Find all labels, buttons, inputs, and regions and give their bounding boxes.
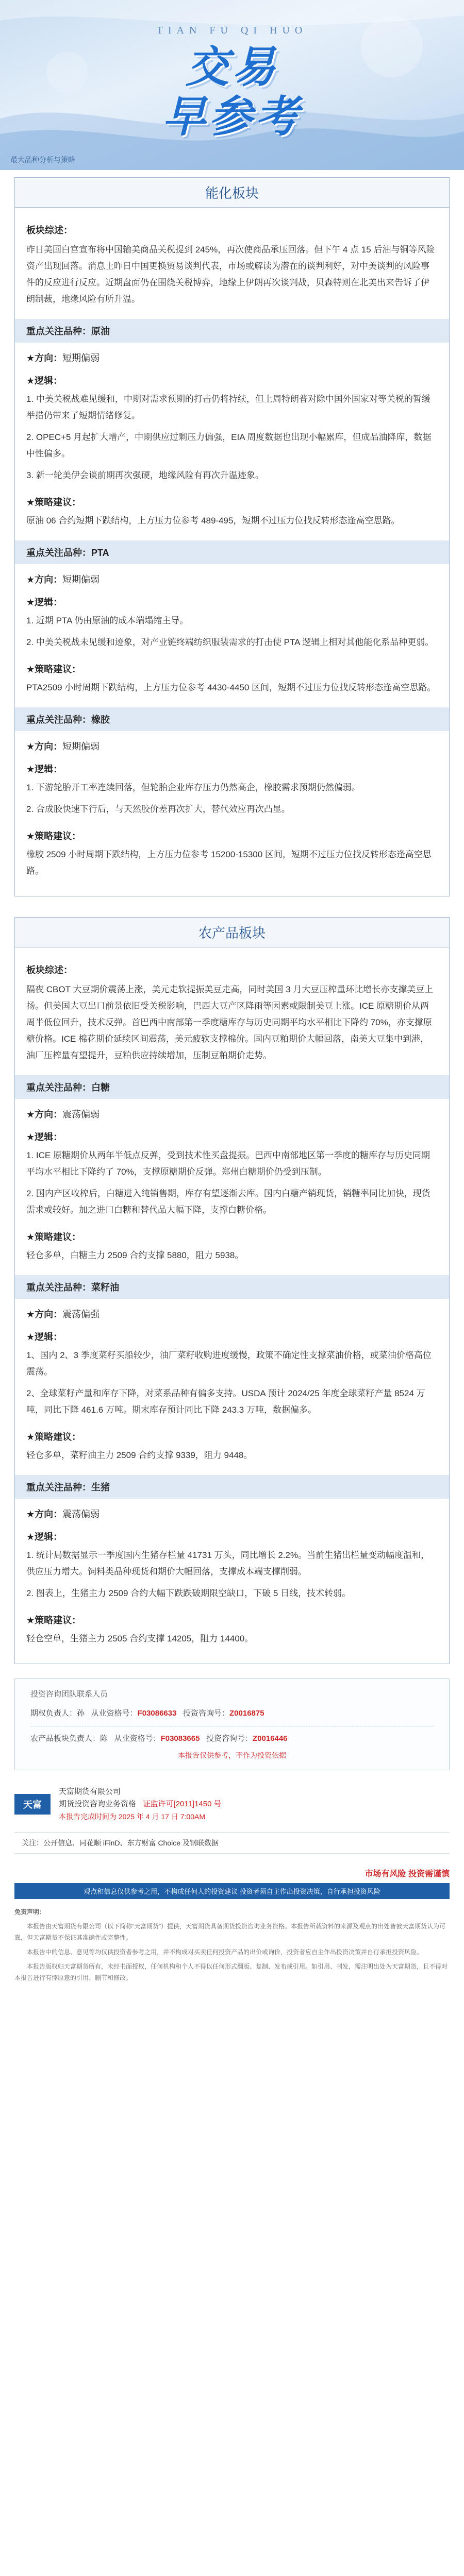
company-qualification: 期货投资咨询业务资格: [59, 1800, 137, 1808]
direction-label: ★方向：: [26, 1109, 63, 1120]
strategy-label: ★策略建议：: [26, 1615, 81, 1625]
strategy-text: PTA2509 小时周期下跌结构，上方压力位参考 4430-4450 区间，短期不过压力位找反转形态逢高空思路。: [26, 683, 436, 692]
contact-name: 陈: [100, 1734, 108, 1743]
direction-pta: [26, 572, 438, 586]
media-line: 关注：公开信息、同花顺 iFinD、东方财富 Choice 及钢联数据: [14, 1832, 450, 1854]
direction-rubber: [26, 739, 438, 753]
direction-label: ★方向：: [26, 353, 63, 363]
logic-label: ★逻辑：: [26, 1132, 63, 1142]
company-qualification-line: [59, 1798, 222, 1810]
contact-title: 投资咨询团队联系人员: [30, 1690, 108, 1699]
focus-name: 生猪: [91, 1482, 110, 1493]
focus-bar-rapeseed-oil: [15, 1275, 449, 1299]
logic-item: 2. OPEC+5 月起扩大增产，中期供应过剩压力偏强，EIA 周度数据也出现小幅累库，但成品油降库，数据中性偏多。: [26, 432, 432, 459]
direction-crude: [26, 351, 438, 364]
logic-item: 1. 中美关税战难见缓和，中期对需求预期的打击仍将持续，但上周特朗普对除中国外国家对等关税的暂缓举措仍带来了短期情绪修复。: [26, 394, 430, 420]
direction-label: ★方向：: [26, 741, 63, 752]
energy-section-title: 能化板块: [15, 178, 449, 208]
strategy-label: ★策略建议：: [26, 1432, 81, 1442]
contact-inv-number: Z0016875: [229, 1709, 264, 1718]
strategy-text: 橡胶 2509 小时周期下跌结构，上方压力位参考 15200-15300 区间，短期不过压力位找反转形态逢高空思路。: [26, 850, 432, 876]
agri-section: [14, 917, 450, 1664]
logic-label: ★逻辑：: [26, 597, 63, 607]
energy-overview-text: 昨日美国白宫宣布将中国输美商品关税提到 245%，再次使商品承压回落。但下午 4 点 15 后油与铜等风险资产出现回落。消息上昨日中国更换贸易谈判代表，市场或解读为潜在的谈判利好，对中美谈判的风险事件的反应进行反应。近期盘面仍在围绕关税博弈，地缘上伊朗再次谈判战，贝森特则在北美出来告诉了伊朗制裁，地缘风险有所升温。: [26, 245, 435, 304]
report-date: 本报告完成时间为 2025 年 4 月 17 日 7:00AM: [59, 1812, 205, 1821]
logic-item: 2、全球菜籽产量和库存下降，对菜系品种有偏多支持。USDA 预计 2024/25 年度全球菜籽产量 8524 万吨，同比下降 461.6 万吨。期末库存预计同比下降 243.3 万吨，数据偏多。: [26, 1388, 425, 1415]
direction-sugar: [26, 1107, 438, 1121]
direction-value: 短期偏弱: [62, 574, 100, 585]
strategy-label: ★策略建议：: [26, 664, 81, 674]
contact-cert-label: 从业资格号：: [91, 1709, 138, 1718]
logic-label: ★逻辑：: [26, 1532, 63, 1542]
brand-english: TIAN FU QI HUO: [156, 25, 308, 36]
title-line-2: 早参考: [162, 91, 302, 142]
company-info: [59, 1786, 222, 1823]
strategy-text: 轻仓多单，白糖主力 2509 合约支撑 5880，阻力 5938。: [26, 1250, 244, 1260]
contact-line-2: [30, 1732, 434, 1746]
contact-card: [14, 1679, 450, 1770]
direction-rapeseed-oil: [26, 1307, 438, 1320]
focus-label: 重点关注品种：: [26, 1082, 91, 1093]
contact-inv-label: 投资咨询号：: [206, 1734, 253, 1743]
disclaimer-statement: [14, 1906, 450, 1984]
logic-item: 2. 图表上，生猪主力 2509 合约大幅下跌跌破期限空缺口，下破 5 日线，技术转弱。: [26, 1588, 351, 1598]
focus-name: 白糖: [91, 1082, 110, 1093]
strategy-label: ★策略建议：: [26, 1232, 81, 1242]
report-header: [0, 0, 464, 170]
contact-inv-label: 投资咨询号：: [183, 1709, 229, 1718]
agri-overview-label: 板块综述：: [26, 965, 73, 975]
strategy-text: 轻仓多单，菜籽油主力 2509 合约支撑 9339，阻力 9448。: [26, 1450, 253, 1460]
focus-name: 原油: [91, 326, 110, 336]
risk-banner: [14, 1867, 450, 1879]
strategy-label: ★策略建议：: [26, 497, 81, 507]
focus-label: 重点关注品种：: [26, 548, 91, 558]
contact-role: 期权负责人：: [30, 1709, 77, 1718]
report-title: [0, 42, 464, 141]
direction-value: 短期偏弱: [62, 353, 100, 363]
energy-section: [14, 177, 450, 896]
logic-item: 2. 中美关税战未见缓和迹象，对产业链终端纺织服装需求的打击使 PTA 逻辑上相对其他能化系品种更弱。: [26, 637, 434, 647]
direction-label: ★方向：: [26, 574, 63, 585]
focus-label: 重点关注品种：: [26, 1282, 91, 1293]
focus-bar-rubber: [15, 707, 449, 731]
focus-name: 橡胶: [91, 715, 110, 725]
contact-cert-label: 从业资格号：: [114, 1734, 161, 1743]
contact-cert-number: F03083665: [160, 1734, 200, 1743]
focus-bar-hog: [15, 1475, 449, 1499]
focus-bar-sugar: [15, 1075, 449, 1099]
focus-name: 菜籽油: [91, 1282, 119, 1293]
direction-value: 震荡偏弱: [62, 1109, 100, 1120]
strategy-label: ★策略建议：: [26, 831, 81, 841]
contact-cert-number: F03086633: [137, 1709, 177, 1718]
direction-label: ★方向：: [26, 1509, 63, 1519]
focus-bar-pta: [15, 540, 449, 564]
logic-item: 1. 下游轮胎开工率连续回落，但轮胎企业库存压力仍然高企，橡胶需求预期仍然偏弱。: [26, 783, 360, 792]
statement-paragraph: 本报告版权归天富期货所有，未经书面授权，任何机构和个人不得以任何形式翻版、复制、发布或引用。如引用、刊发，需注明出处为天富期货，且不得对本报告进行有悖原意的引用、删节和修改。: [14, 1963, 448, 1981]
energy-section-body: [15, 208, 449, 896]
contact-note: 本报告仅供参考，不作为投资依据: [178, 1751, 286, 1759]
energy-overview-label: 板块综述：: [26, 225, 73, 235]
logic-label: ★逻辑：: [26, 764, 63, 774]
contact-inv-number: Z0016446: [253, 1734, 288, 1743]
strategy-text: 轻仓空单，生猪主力 2505 合约支撑 14205，阻力 14400。: [26, 1634, 254, 1643]
logic-item: 1. 统计局数据显示一季度国内生猪存栏量 41731 万头，同比增长 2.2%。当前生猪出栏量变动幅度温和，供应压力增大。饲料类品种现货和期价大幅回落，支撑成本端支撑削弱。: [26, 1550, 430, 1577]
agri-section-body: [15, 947, 449, 1664]
logic-item: 1. ICE 原糖期价从两年半低点反弹，受到技术性买盘提振。巴西中南部地区第一季度的糖库存与历史同期平均水平相比下降约了 70%，支撑原糖期价反弹。郑州白糖期价仍受到压制。: [26, 1150, 430, 1177]
direction-value: 震荡偏弱: [62, 1509, 100, 1519]
logic-item: 1. 近期 PTA 仍由原油的成本端塌缩主导。: [26, 616, 189, 625]
contact-role: 农产品板块负责人：: [30, 1734, 101, 1743]
focus-label: 重点关注品种：: [26, 326, 91, 336]
risk-stripe: 观点和信息仅供参考之用，不构成任何人的投资建议 投资者须自主作出投资决策，自行承担投资风险: [14, 1883, 450, 1899]
agri-section-title: 农产品板块: [15, 918, 449, 947]
report-content: [0, 177, 464, 1664]
title-line-1: 交易: [185, 42, 278, 92]
statement-title: 免责声明：: [14, 1908, 46, 1916]
focus-bar-crude: [15, 319, 449, 343]
direction-value: 震荡偏强: [62, 1309, 100, 1319]
logic-item: 1、国内 2、3 季度菜籽买船较少，油厂菜籽收购进度缓慢，政策不确定性支撑菜油价格，或菜油价格高位震荡。: [26, 1350, 432, 1377]
focus-label: 重点关注品种：: [26, 715, 91, 725]
contact-line-1: [30, 1706, 434, 1721]
logic-item: 2. 国内产区收榨后，白糖进入纯销售期，库存有望逐渐去库。国内白糖产销现货，销糖率同比加快，现货需求或较好。加之进口白糖和替代品大幅下降，支撑白糖价格。: [26, 1189, 430, 1215]
agri-overview-text: 隔夜 CBOT 大豆期价震荡上涨，美元走软提振美豆走高，同时美国 3 月大豆压榨量环比增长亦支撑美豆上扬。但美国大豆出口前景依旧受关税影响，巴西大豆产区降雨等因素或限制美豆上涨。ICE 原糖期价从两周半低位回升，技术反弹。首巴西中南部第一季度糖库存与历史同期平均水平相比下降约 70%，亦支撑原糖价格。ICE 棉花期价延续区间震荡，美元疲软支撑棉价。国内豆粕期价大幅回落，南美大豆集中到港，油厂压榨量有望提升，豆粕供应持续增加，压制豆粕期价走势。: [26, 985, 434, 1060]
focus-name: PTA: [91, 548, 109, 558]
direction-hog: [26, 1507, 438, 1520]
strategy-text: 原油 06 合约短期下跌结构，上方压力位参考 489-495，短期不过压力位找反转形态逢高空思路。: [26, 516, 400, 526]
contact-name: 孙: [77, 1709, 85, 1718]
statement-paragraph: 本报告中的信息、意见等均仅供投资者参考之用，并不构成对买卖任何投资产品的出价或询价，投资者应自主作出投资决策并自行承担投资风险。: [27, 1948, 423, 1956]
footer-company: [14, 1786, 450, 1823]
logic-label: ★逻辑：: [26, 1332, 63, 1342]
logic-label: ★逻辑：: [26, 376, 63, 386]
company-name: 天富期货有限公司: [59, 1787, 121, 1796]
company-logo: 天富: [14, 1794, 51, 1815]
company-license: 证监许可[2011]1450 号: [142, 1800, 222, 1808]
risk-warning: 市场有风险 投资需谨慎: [364, 1870, 450, 1878]
direction-label: ★方向：: [26, 1309, 63, 1319]
header-subtitle: 最大品种分析与策略: [10, 156, 75, 164]
direction-value: 短期偏弱: [62, 741, 100, 752]
logic-item: 3. 新一轮美伊会谈前期再次强硬，地缘风险有再次升温迹象。: [26, 470, 264, 480]
focus-label: 重点关注品种：: [26, 1482, 91, 1493]
statement-paragraph: 本报告由天富期货有限公司（以下简称“天富期货”）提供，天富期货具备期货投资咨询业务资格。本报告所载资料的来源及观点的出处皆被天富期货认为可靠，但天富期货不保证其准确性或完整性。: [14, 1923, 445, 1941]
logic-item: 2. 合成胶快速下行后，与天然胶价差再次扩大，替代效应再次凸显。: [26, 804, 290, 814]
